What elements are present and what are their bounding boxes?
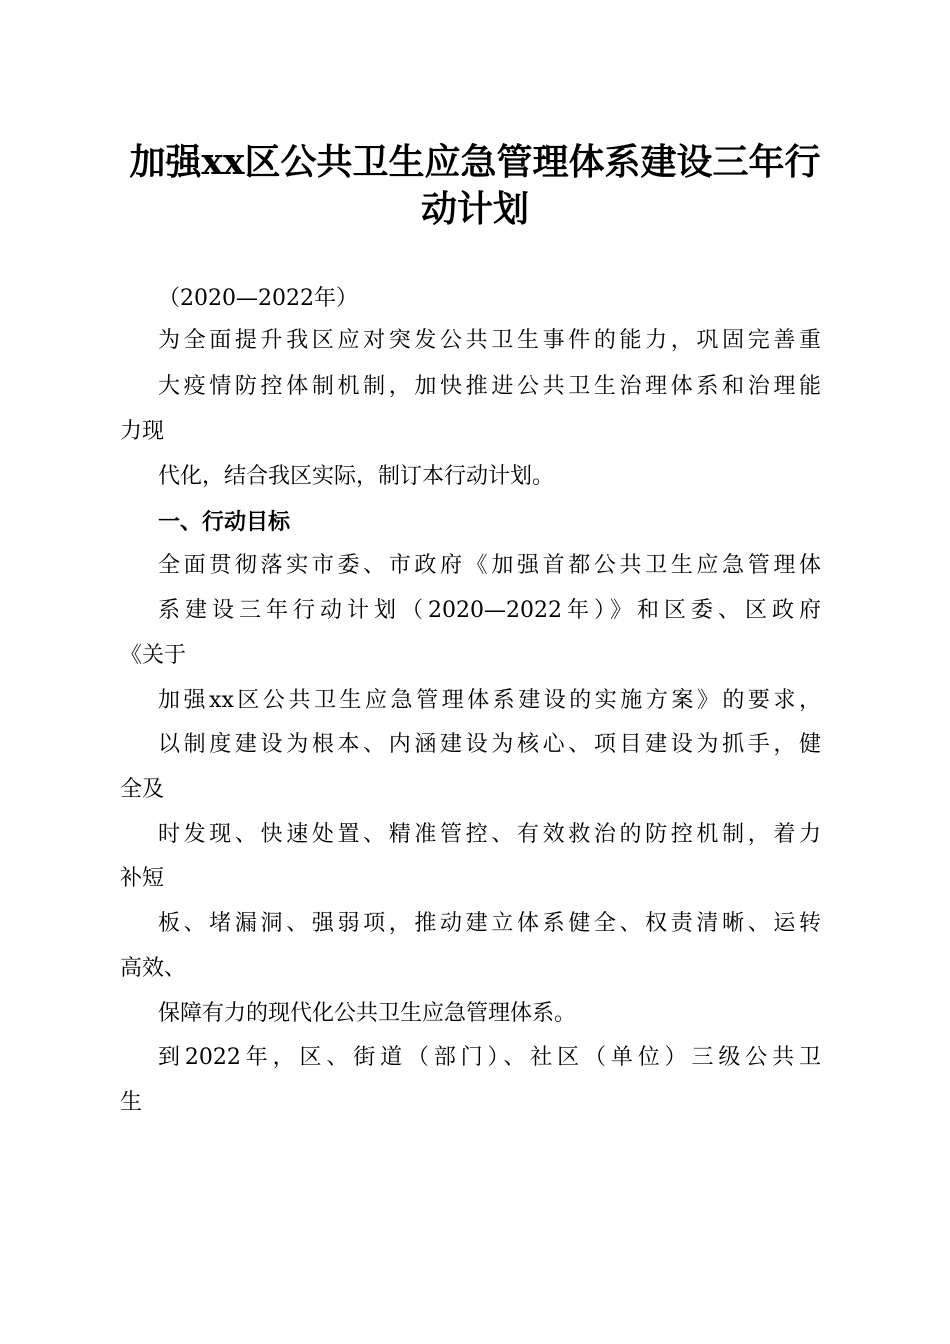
paragraph-line: 加强xx区公共卫生应急管理体系建设的实施方案》的要求， (158, 688, 821, 713)
paragraph-line: 全面贯彻落实市委、市政府《加强首都公共卫生应急管理体 (158, 553, 821, 578)
paragraph-line: 《关于 (120, 643, 187, 668)
paragraph-line: 力现 (120, 419, 165, 444)
section-heading: 一、行动目标 (158, 509, 291, 535)
paragraph-line: 保障有力的现代化公共卫生应急管理体系。 (158, 1001, 577, 1026)
paragraph-line: 到2022年，区、街道（部门）、社区（单位）三级公共卫 (158, 1045, 821, 1070)
document-years: （2020—2022年） (158, 286, 358, 311)
paragraph-line: 补短 (120, 866, 165, 891)
paragraph-line: 大疫情防控体制机制，加快推进公共卫生治理体系和治理能 (158, 374, 821, 399)
document-title-line-2: 动计划 (420, 188, 529, 230)
paragraph-line: 板、堵漏洞、强弱项，推动建立体系健全、权责清晰、运转 (158, 911, 821, 936)
paragraph-line: 代化，结合我区实际，制订本行动计划。 (158, 464, 555, 489)
paragraph-line: 高效、 (120, 956, 187, 981)
paragraph-line: 时发现、快速处置、精准管控、有效救治的防控机制，着力 (158, 822, 821, 847)
paragraph-line: 生 (120, 1090, 143, 1115)
document-title-line-1: 加强xx区公共卫生应急管理体系建设三年行 (129, 141, 821, 183)
paragraph-line: 全及 (120, 777, 165, 802)
paragraph-line: 为全面提升我区应对突发公共卫生事件的能力，巩固完善重 (158, 328, 821, 353)
paragraph-line: 系建设三年行动计划（2020—2022年）》和区委、区政府 (158, 598, 821, 623)
paragraph-line: 以制度建设为根本、内涵建设为核心、项目建设为抓手，健 (158, 732, 821, 757)
